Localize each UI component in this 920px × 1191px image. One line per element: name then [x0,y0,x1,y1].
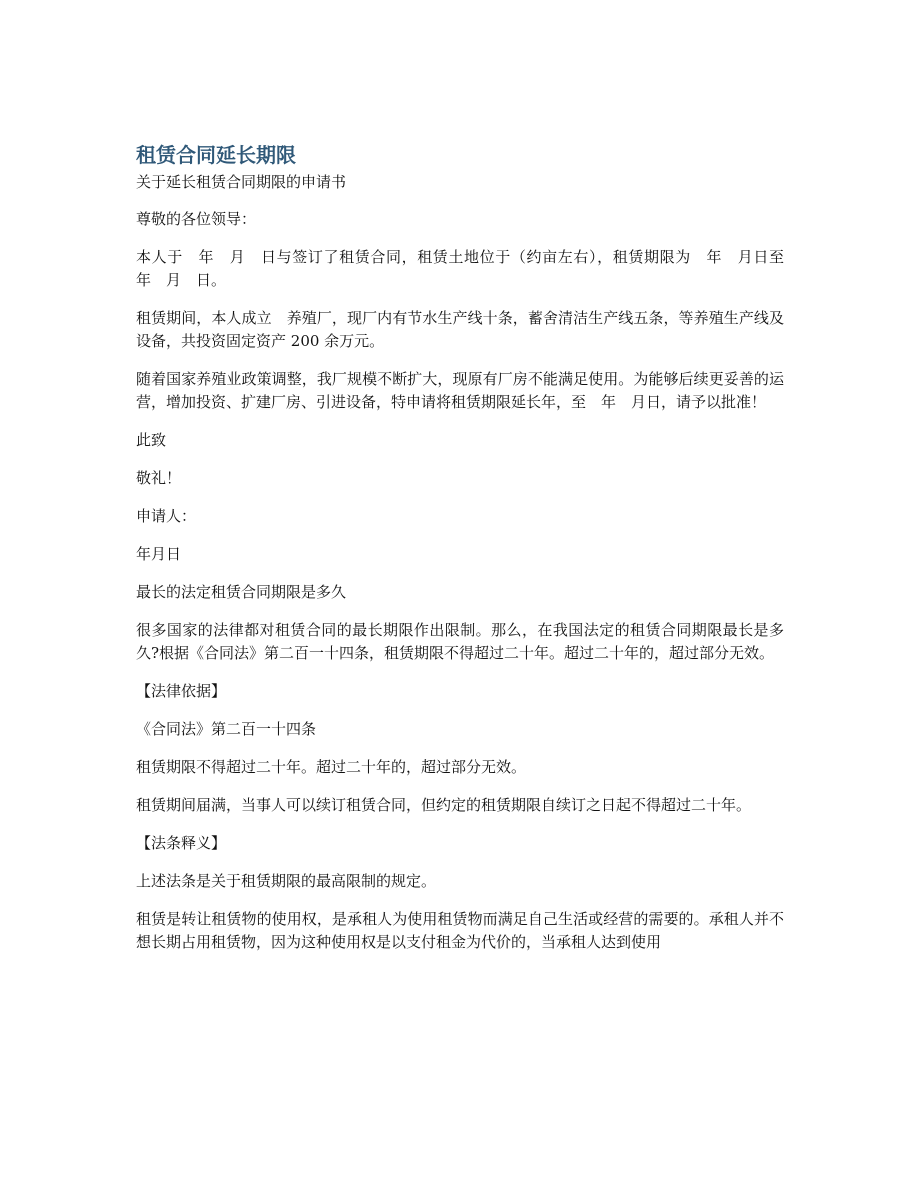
document-title: 租赁合同延长期限 [136,143,296,167]
paragraph-lease-info: 本人于 年 月 日与签订了租赁合同，租赁土地位于（约亩左右），租赁期限为 年 月日至 年 月 日。 [136,248,800,289]
closing-line: 此致 [136,431,167,449]
document-page [136,140,800,969]
date-line: 年月日 [136,545,182,563]
applicant-label: 申请人： [136,507,197,525]
interpretation-summary: 上述法条是关于租赁期限的最高限制的规定。 [136,872,437,890]
closing-salute: 敬礼！ [136,469,182,487]
section-heading-max-term: 最长的法定租赁合同期限是多久 [136,583,347,601]
legal-basis-heading: 【法律依据】 [136,682,227,700]
interpretation-body: 租赁是转让租赁物的使用权，是承租人为使用租赁物而满足自己生活或经营的需要的。承租人并不想长期占用租赁物，因为这种使用权是以支付租金为代价的，当承租人达到使用 [136,910,784,951]
interpretation-heading: 【法条释义】 [136,834,227,852]
paragraph-request: 随着国家养殖业政策调整，我厂规模不断扩大，现原有厂房不能满足使用。为能够后续更妥善的运营，增加投资、扩建厂房、引进设备，特申请将租赁期限延长年，至 年 月日，请予以批准！ [136,370,784,411]
legal-article-reference: 《合同法》第二百一十四条 [136,720,317,738]
paragraph-lease-period: 租赁期间，本人成立 养殖厂，现厂内有节水生产线十条，蓄舍清洁生产线五条，等养殖生产线及设备，共投资固定资产 200 余万元。 [136,309,784,350]
paragraph-max-term: 很多国家的法律都对租赁合同的最长期限作出限制。那么，在我国法定的租赁合同期限最长是多久?根据《合同法》第二百一十四条，租赁期限不得超过二十年。超过二十年的，超过部分无效。 [136,621,784,662]
legal-article-clause-1: 租赁期限不得超过二十年。超过二十年的，超过部分无效。 [136,758,527,776]
document-subtitle: 关于延长租赁合同期限的申请书 [136,173,347,191]
legal-article-clause-2: 租赁期间届满，当事人可以续订租赁合同，但约定的租赁期限自续订之日起不得超过二十年。 [136,796,752,814]
salutation: 尊敬的各位领导： [136,210,257,228]
